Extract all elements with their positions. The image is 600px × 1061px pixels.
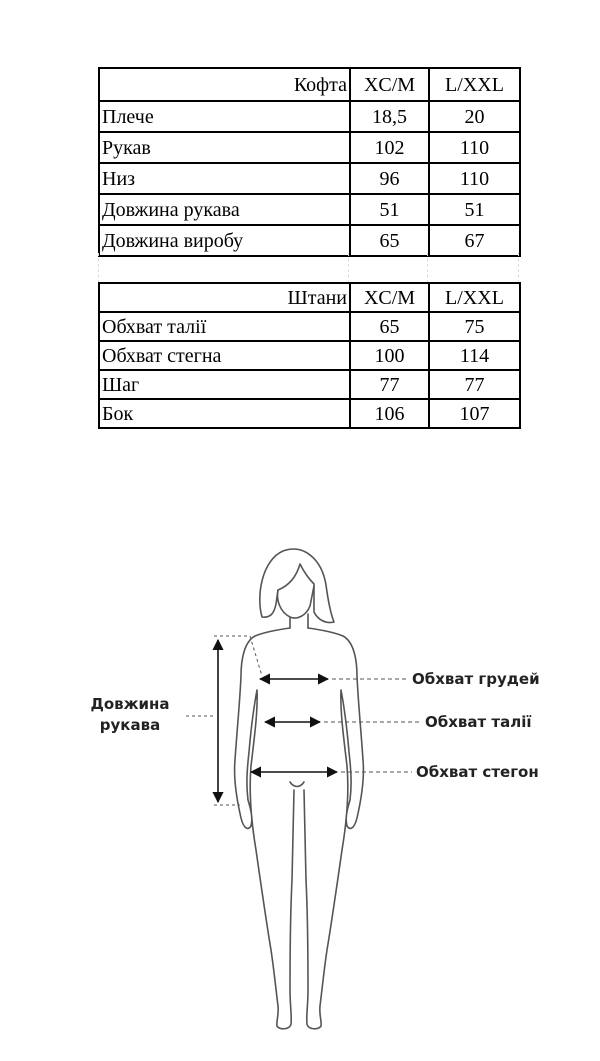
table-gap-gridlines xyxy=(98,253,519,283)
row-value-lxxl: 75 xyxy=(429,312,520,341)
table-row xyxy=(99,341,520,370)
table-row xyxy=(99,194,520,225)
waist-label: Обхват талії xyxy=(425,713,532,731)
row-value-xcm: 18,5 xyxy=(350,101,429,132)
row-value-lxxl: 110 xyxy=(429,132,520,163)
row-label: Рукав xyxy=(99,132,350,163)
row-value-lxxl: 20 xyxy=(429,101,520,132)
row-label: Шаг xyxy=(99,370,350,399)
row-label: Довжина виробу xyxy=(99,225,350,256)
woman-silhouette-outline xyxy=(235,549,364,1029)
table-row xyxy=(99,163,520,194)
hips-label: Обхват стегон xyxy=(416,763,539,781)
sleeve-length-label-line2: рукава xyxy=(99,716,161,734)
chest-label: Обхват грудей xyxy=(412,670,540,688)
row-value-lxxl: 107 xyxy=(429,399,520,428)
table-row xyxy=(99,225,520,256)
row-label: Низ xyxy=(99,163,350,194)
row-value-xcm: 65 xyxy=(350,312,429,341)
row-label: Бок xyxy=(99,399,350,428)
row-value-xcm: 106 xyxy=(350,399,429,428)
row-label: Довжина рукава xyxy=(99,194,350,225)
row-value-xcm: 77 xyxy=(350,370,429,399)
size-header-xcm: XC/M xyxy=(350,68,429,101)
pants-size-table xyxy=(98,282,521,429)
row-value-lxxl: 67 xyxy=(429,225,520,256)
pants-title-cell: Штани xyxy=(99,283,350,312)
row-label: Обхват талії xyxy=(99,312,350,341)
row-value-lxxl: 51 xyxy=(429,194,520,225)
table-row xyxy=(99,312,520,341)
table-row xyxy=(99,370,520,399)
table-header-row xyxy=(99,68,520,101)
table-row xyxy=(99,399,520,428)
table-header-row xyxy=(99,283,520,312)
shoulder-guide xyxy=(250,636,262,676)
row-value-lxxl: 110 xyxy=(429,163,520,194)
row-value-lxxl: 114 xyxy=(429,341,520,370)
size-header-lxxl: L/XXL xyxy=(429,68,520,101)
table-row xyxy=(99,101,520,132)
row-value-xcm: 100 xyxy=(350,341,429,370)
row-value-xcm: 51 xyxy=(350,194,429,225)
row-value-xcm: 96 xyxy=(350,163,429,194)
table-row xyxy=(99,132,520,163)
body-measurement-figure xyxy=(0,540,600,1040)
jacket-title-cell: Кофта xyxy=(99,68,350,101)
size-header-xcm: XC/M xyxy=(350,283,429,312)
row-value-lxxl: 77 xyxy=(429,370,520,399)
jacket-size-table xyxy=(98,67,521,257)
sleeve-length-label-line1: Довжина xyxy=(90,695,170,713)
row-label: Плече xyxy=(99,101,350,132)
row-value-xcm: 102 xyxy=(350,132,429,163)
row-value-xcm: 65 xyxy=(350,225,429,256)
row-label: Обхват стегна xyxy=(99,341,350,370)
size-header-lxxl: L/XXL xyxy=(429,283,520,312)
